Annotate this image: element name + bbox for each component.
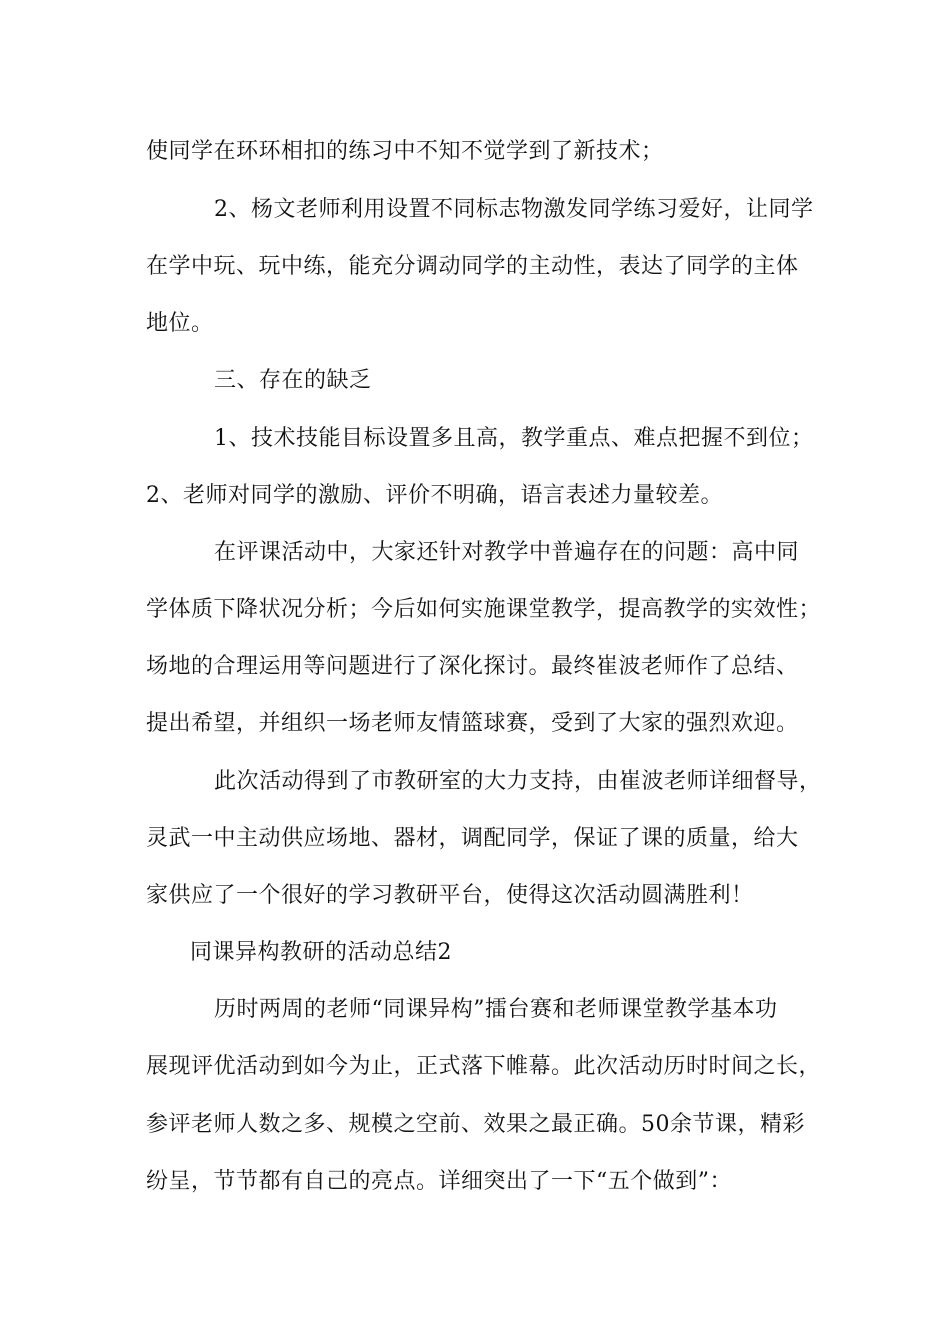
paragraph-line: 1、技术技能目标设置多且高，教学重点、难点把握不到位； <box>214 426 814 451</box>
paragraph-line: 此次活动得到了市教研室的大力支持，由崔波老师详细督导， <box>214 769 822 794</box>
paragraph-line: 纷呈，节节都有自己的亮点。详细突出了一下“五个做到”： <box>146 1169 732 1194</box>
paragraph-line: 学体质下降状况分析；今后如何实施课堂教学，提高教学的实效性； <box>146 597 822 622</box>
paragraph-line: 2、老师对同学的激励、评价不明确，语言表述力量较差。 <box>146 483 723 508</box>
paragraph-line: 历时两周的老师“同课异构”擂台赛和老师课堂教学基本功 <box>214 997 778 1022</box>
paragraph-line: 地位。 <box>146 311 214 336</box>
paragraph-line: 在学中玩、玩中练，能充分调动同学的主动性，表达了同学的主体 <box>146 254 799 279</box>
section-heading: 三、存在的缺乏 <box>214 368 372 393</box>
paragraph-line: 灵武一中主动供应场地、器材，调配同学，保证了课的质量，给大 <box>146 826 799 851</box>
paragraph-line: 场地的合理运用等问题进行了深化探讨。最终崔波老师作了总结、 <box>146 654 799 679</box>
paragraph-line: 参评老师人数之多、规模之空前、效果之最正确。50余节课，精彩 <box>146 1112 805 1137</box>
paragraph-line: 家供应了一个很好的学习教研平台，使得这次活动圆满胜利！ <box>146 883 754 908</box>
paragraph-line: 提出希望，并组织一场老师友情篮球赛，受到了大家的强烈欢迎。 <box>146 711 799 736</box>
section-title: 同课异构教研的活动总结2 <box>190 940 452 965</box>
paragraph-line: 展现评优活动到如今为止，正式落下帷幕。此次活动历时时间之长， <box>146 1054 822 1079</box>
paragraph-line: 在评课活动中，大家还针对教学中普遍存在的问题：高中同 <box>214 540 800 565</box>
paragraph-line: 2、杨文老师利用设置不同标志物激发同学练习爱好，让同学 <box>214 197 814 222</box>
paragraph-line: 使同学在环环相扣的练习中不知不觉学到了新技术； <box>146 139 664 164</box>
